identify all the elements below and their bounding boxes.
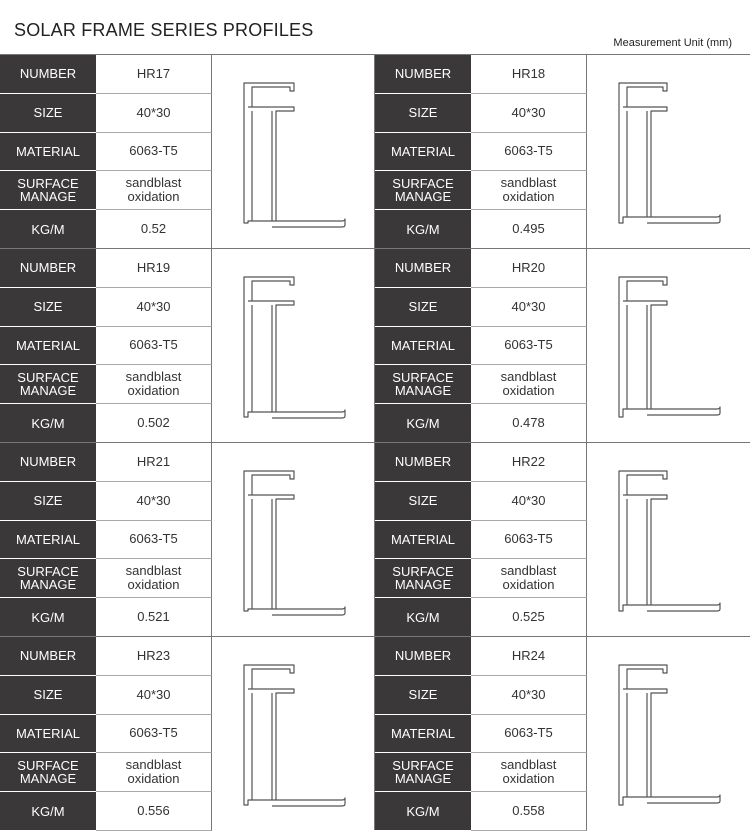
profile-outline [619, 83, 720, 223]
spec-value-size: 40*30 [96, 676, 212, 715]
spec-label-material: MATERIAL [375, 715, 471, 754]
spec-label-kgm: KG/M [0, 210, 96, 249]
spec-label-material: MATERIAL [0, 521, 96, 560]
profile-outline [619, 665, 720, 805]
profile-drawing [587, 55, 750, 248]
spec-value-number: HR22 [471, 443, 587, 482]
spec-label-line: SURFACE [392, 176, 454, 192]
spec-row-kgm [375, 404, 587, 443]
spec-label-size: SIZE [0, 676, 96, 715]
spec-value-line: oxidation [502, 577, 555, 593]
spec-label-size: SIZE [375, 94, 471, 133]
spec-label-number: NUMBER [0, 637, 96, 676]
spec-row-kgm [0, 598, 212, 637]
profiles-table [0, 54, 750, 830]
spec-row-material [0, 521, 212, 560]
spec-label-kgm: KG/M [375, 598, 471, 637]
profile-cross-section-drawing [587, 55, 750, 248]
profile-card [375, 248, 750, 442]
spec-row-surface [0, 365, 212, 404]
spec-label-size: SIZE [0, 288, 96, 327]
spec-value-surface [471, 171, 587, 210]
spec-value-kgm: 0.556 [96, 792, 212, 831]
spec-row-size [375, 482, 587, 521]
spec-label-line: MANAGE [19, 771, 77, 787]
spec-label-line: SURFACE [17, 176, 79, 192]
spec-value-line: oxidation [127, 771, 180, 787]
spec-label-number: NUMBER [375, 55, 471, 94]
profile-card [0, 248, 375, 442]
spec-value-line: oxidation [502, 189, 555, 205]
spec-value-line: sandblast [500, 369, 557, 385]
spec-value-size: 40*30 [96, 288, 212, 327]
profile-card [0, 442, 375, 636]
spec-row-size [0, 482, 212, 521]
spec-row-kgm [0, 404, 212, 443]
spec-label-line: SURFACE [17, 758, 79, 774]
spec-value-surface [471, 365, 587, 404]
spec-value-material: 6063-T5 [96, 521, 212, 560]
spec-value-size: 40*30 [96, 482, 212, 521]
spec-label-kgm: KG/M [375, 792, 471, 831]
profile-cross-section-drawing [212, 55, 375, 248]
spec-row-number [0, 249, 212, 288]
spec-value-kgm: 0.52 [96, 210, 212, 249]
spec-label-line: MANAGE [394, 577, 452, 593]
spec-label-surface [0, 171, 96, 210]
spec-row-surface [0, 559, 212, 598]
profile-card [375, 636, 750, 830]
profile-cross-section-drawing [212, 249, 375, 442]
spec-value-line: sandblast [500, 563, 557, 579]
spec-label-line: MANAGE [394, 771, 452, 787]
spec-value-material: 6063-T5 [471, 327, 587, 366]
spec-value-material: 6063-T5 [96, 133, 212, 172]
spec-value-line: sandblast [500, 757, 557, 773]
spec-label-material: MATERIAL [0, 133, 96, 172]
spec-value-kgm: 0.558 [471, 792, 587, 831]
spec-row-kgm [375, 598, 587, 637]
spec-row-surface [0, 753, 212, 792]
spec-label-size: SIZE [375, 288, 471, 327]
spec-row-kgm [375, 210, 587, 249]
profile-cross-section-drawing [212, 637, 375, 830]
profile-drawing [212, 637, 375, 830]
spec-value-number: HR19 [96, 249, 212, 288]
spec-row-material [0, 715, 212, 754]
spec-value-material: 6063-T5 [471, 133, 587, 172]
spec-label-material: MATERIAL [0, 715, 96, 754]
spec-row-material [0, 327, 212, 366]
measurement-unit-note: Measurement Unit (mm) [613, 37, 732, 49]
spec-row-number [375, 637, 587, 676]
spec-value-line: oxidation [502, 771, 555, 787]
spec-label-material: MATERIAL [375, 521, 471, 560]
spec-label-kgm: KG/M [0, 404, 96, 443]
spec-row-surface [375, 365, 587, 404]
spec-row-number [0, 443, 212, 482]
spec-row-number [375, 249, 587, 288]
spec-row-surface [375, 559, 587, 598]
spec-value-surface [96, 753, 212, 792]
spec-value-surface [96, 559, 212, 598]
profile-outline [244, 665, 345, 806]
spec-row-size [375, 288, 587, 327]
profile-drawing [587, 249, 750, 442]
profile-drawing [212, 249, 375, 442]
spec-label-surface [0, 365, 96, 404]
profile-outline [619, 277, 720, 417]
spec-value-size: 40*30 [471, 676, 587, 715]
spec-value-line: oxidation [127, 383, 180, 399]
spec-label-surface [375, 365, 471, 404]
spec-value-number: HR21 [96, 443, 212, 482]
spec-row-size [375, 94, 587, 133]
profile-cross-section-drawing [587, 249, 750, 442]
spec-value-surface [471, 753, 587, 792]
spec-row-size [0, 288, 212, 327]
spec-value-number: HR17 [96, 55, 212, 94]
spec-label-kgm: KG/M [0, 598, 96, 637]
spec-row-material [375, 715, 587, 754]
profile-card [0, 636, 375, 830]
profile-drawing [212, 55, 375, 248]
spec-label-size: SIZE [375, 482, 471, 521]
spec-row-size [375, 676, 587, 715]
spec-value-kgm: 0.521 [96, 598, 212, 637]
spec-label-number: NUMBER [0, 443, 96, 482]
spec-label-number: NUMBER [375, 637, 471, 676]
spec-label-line: SURFACE [392, 564, 454, 580]
spec-value-material: 6063-T5 [471, 521, 587, 560]
spec-label-kgm: KG/M [375, 404, 471, 443]
spec-value-surface [96, 171, 212, 210]
profile-card [375, 54, 750, 248]
spec-label-line: SURFACE [392, 370, 454, 386]
spec-label-size: SIZE [375, 676, 471, 715]
spec-row-number [0, 637, 212, 676]
spec-value-line: sandblast [500, 175, 557, 191]
spec-value-material: 6063-T5 [471, 715, 587, 754]
spec-value-material: 6063-T5 [96, 327, 212, 366]
spec-row-material [375, 133, 587, 172]
profile-outline [244, 277, 345, 418]
spec-value-line: sandblast [125, 757, 182, 773]
spec-label-kgm: KG/M [375, 210, 471, 249]
spec-value-line: oxidation [127, 577, 180, 593]
spec-label-number: NUMBER [0, 249, 96, 288]
spec-row-kgm [0, 210, 212, 249]
spec-value-line: sandblast [125, 563, 182, 579]
column-divider [374, 54, 375, 830]
spec-label-surface [375, 753, 471, 792]
spec-value-line: sandblast [125, 369, 182, 385]
spec-value-size: 40*30 [471, 482, 587, 521]
page-title: SOLAR FRAME SERIES PROFILES [14, 20, 314, 40]
profile-drawing [587, 637, 750, 830]
spec-value-number: HR18 [471, 55, 587, 94]
spec-label-line: MANAGE [19, 189, 77, 205]
spec-row-surface [0, 171, 212, 210]
spec-row-number [375, 443, 587, 482]
spec-label-material: MATERIAL [375, 133, 471, 172]
profile-card [375, 442, 750, 636]
spec-row-kgm [375, 792, 587, 831]
profile-drawing [587, 443, 750, 636]
spec-label-line: MANAGE [19, 577, 77, 593]
spec-label-number: NUMBER [375, 249, 471, 288]
spec-value-number: HR24 [471, 637, 587, 676]
spec-row-kgm [0, 792, 212, 831]
spec-label-line: SURFACE [17, 564, 79, 580]
profile-cross-section-drawing [587, 443, 750, 636]
spec-label-size: SIZE [0, 482, 96, 521]
spec-value-size: 40*30 [471, 288, 587, 327]
spec-value-size: 40*30 [471, 94, 587, 133]
profile-drawing [212, 443, 375, 636]
profile-cross-section-drawing [212, 443, 375, 636]
spec-row-number [375, 55, 587, 94]
spec-label-surface [0, 753, 96, 792]
spec-value-kgm: 0.525 [471, 598, 587, 637]
spec-value-kgm: 0.478 [471, 404, 587, 443]
profile-cross-section-drawing [587, 637, 750, 830]
spec-value-line: sandblast [125, 175, 182, 191]
spec-label-size: SIZE [0, 94, 96, 133]
spec-row-size [0, 676, 212, 715]
profile-outline [244, 83, 345, 227]
spec-label-line: SURFACE [392, 758, 454, 774]
spec-row-material [375, 327, 587, 366]
spec-label-surface [0, 559, 96, 598]
spec-row-number [0, 55, 212, 94]
spec-label-number: NUMBER [0, 55, 96, 94]
spec-value-material: 6063-T5 [96, 715, 212, 754]
spec-row-surface [375, 753, 587, 792]
spec-label-line: MANAGE [19, 383, 77, 399]
profile-outline [244, 471, 345, 615]
spec-label-surface [375, 171, 471, 210]
spec-label-line: MANAGE [394, 189, 452, 205]
spec-row-surface [375, 171, 587, 210]
profile-outline [619, 471, 720, 611]
spec-label-number: NUMBER [375, 443, 471, 482]
spec-label-material: MATERIAL [0, 327, 96, 366]
spec-label-line: SURFACE [17, 370, 79, 386]
spec-value-kgm: 0.502 [96, 404, 212, 443]
spec-label-kgm: KG/M [0, 792, 96, 831]
spec-value-size: 40*30 [96, 94, 212, 133]
spec-value-number: HR20 [471, 249, 587, 288]
spec-label-material: MATERIAL [375, 327, 471, 366]
spec-row-material [375, 521, 587, 560]
spec-value-line: oxidation [502, 383, 555, 399]
profile-card [0, 54, 375, 248]
spec-value-surface [471, 559, 587, 598]
spec-value-number: HR23 [96, 637, 212, 676]
spec-value-surface [96, 365, 212, 404]
spec-row-material [0, 133, 212, 172]
spec-row-size [0, 94, 212, 133]
spec-label-line: MANAGE [394, 383, 452, 399]
spec-value-line: oxidation [127, 189, 180, 205]
spec-label-surface [375, 559, 471, 598]
spec-value-kgm: 0.495 [471, 210, 587, 249]
